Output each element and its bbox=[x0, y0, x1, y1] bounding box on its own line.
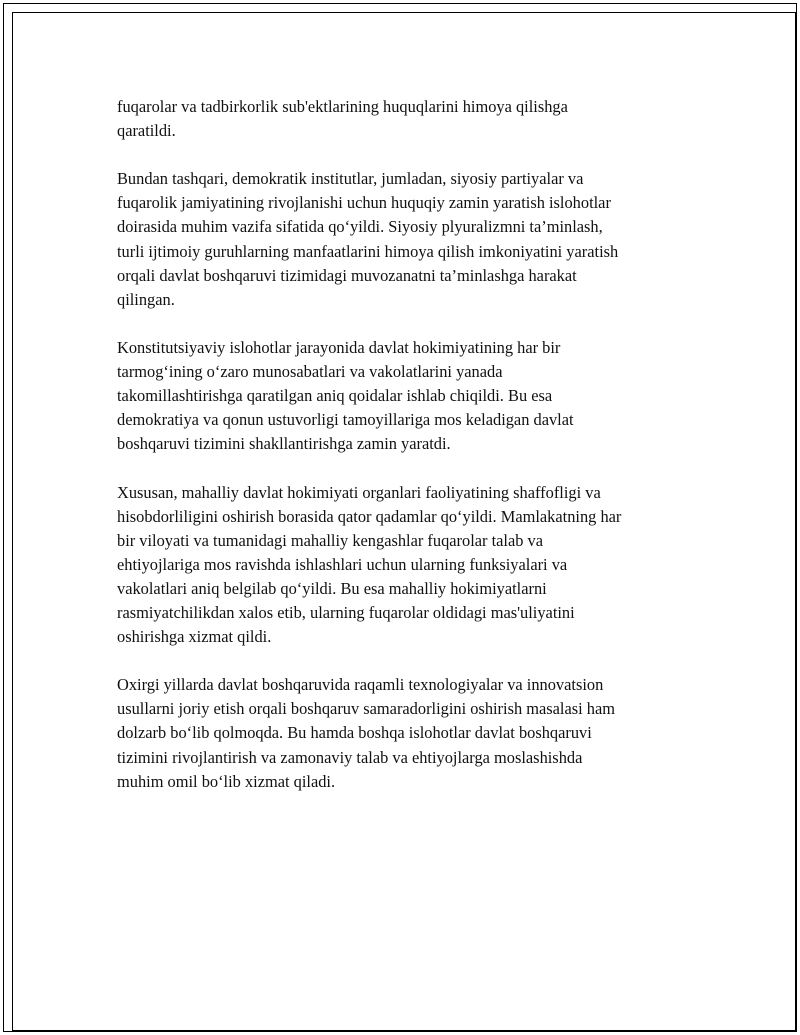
text-line: Konstitutsiyaviy islohotlar jarayonida davlat hokimiyatining har bir bbox=[117, 337, 561, 357]
text-line: fuqarolik jamiyatining rivojlanishi uchun huquqiy zamin yaratish islohotlar bbox=[117, 193, 611, 213]
text-line: bir viloyati va tumanidagi mahalliy kengashlar fuqarolar talab va bbox=[117, 530, 544, 550]
text-line: Xususan, mahalliy davlat hokimiyati organlari faoliyatining shaffofligi va bbox=[117, 482, 601, 502]
paragraph-3 bbox=[117, 336, 707, 456]
text-line: qaratildi. bbox=[117, 121, 176, 141]
text-line: demokratiya va qonun ustuvorligi tamoyillariga mos keladigan davlat bbox=[117, 410, 574, 430]
paragraph-5 bbox=[117, 673, 707, 793]
text-line: dolzarb bo‘lib qolmoqda. Bu hamda boshqa islohotlar davlat boshqaruvi bbox=[117, 723, 592, 743]
document-body bbox=[117, 95, 707, 818]
text-line: hisobdorliligini oshirish borasida qator qadamlar qo‘yildi. Mamlakatning har bbox=[117, 506, 622, 526]
paragraph-1 bbox=[117, 95, 707, 143]
text-line: qilingan. bbox=[117, 289, 175, 309]
text-line: tizimini rivojlantirish va zamonaviy talab va ehtiyojlarga moslashishda bbox=[117, 747, 583, 767]
text-line: rasmiyatchilikdan xalos etib, ularning fuqarolar oldidagi mas'uliyatini bbox=[117, 602, 575, 622]
text-line: ehtiyojlariga mos ravishda ishlashlari uchun ularning funksiyalari va bbox=[117, 554, 568, 574]
text-line: Oxirgi yillarda davlat boshqaruvida raqamli texnologiyalar va innovatsion bbox=[117, 675, 604, 695]
paragraph-4 bbox=[117, 481, 707, 650]
paragraph-2 bbox=[117, 167, 707, 312]
text-line: vakolatlari aniq belgilab qo‘yildi. Bu esa mahalliy hokimiyatlarni bbox=[117, 578, 547, 598]
text-line: Bundan tashqari, demokratik institutlar, jumladan, siyosiy partiyalar va bbox=[117, 169, 584, 189]
text-line: doirasida muhim vazifa sifatida qo‘yildi. Siyosiy plyuralizmni ta’minlash, bbox=[117, 217, 603, 237]
text-line: takomillashtirishga qaratilgan aniq qoidalar ishlab chiqildi. Bu esa bbox=[117, 386, 553, 406]
text-line: orqali davlat boshqaruvi tizimidagi muvozanatni ta’minlashga harakat bbox=[117, 265, 577, 285]
text-line: oshirishga xizmat qildi. bbox=[117, 627, 272, 647]
text-line: muhim omil bo‘lib xizmat qiladi. bbox=[117, 771, 336, 791]
text-line: turli ijtimoiy guruhlarning manfaatlarini himoya qilish imkoniyatini yaratish bbox=[117, 241, 619, 261]
text-line: boshqaruvi tizimini shakllantirishga zamin yaratdi. bbox=[117, 434, 451, 454]
text-line: usullarni joriy etish orqali boshqaruv samaradorligini oshirish masalasi ham bbox=[117, 699, 616, 719]
text-line: fuqarolar va tadbirkorlik sub'ektlarining huquqlarini himoya qilishga bbox=[117, 97, 568, 116]
text-line: tarmog‘ining o‘zaro munosabatlari va vakolatlarini yanada bbox=[117, 362, 503, 382]
